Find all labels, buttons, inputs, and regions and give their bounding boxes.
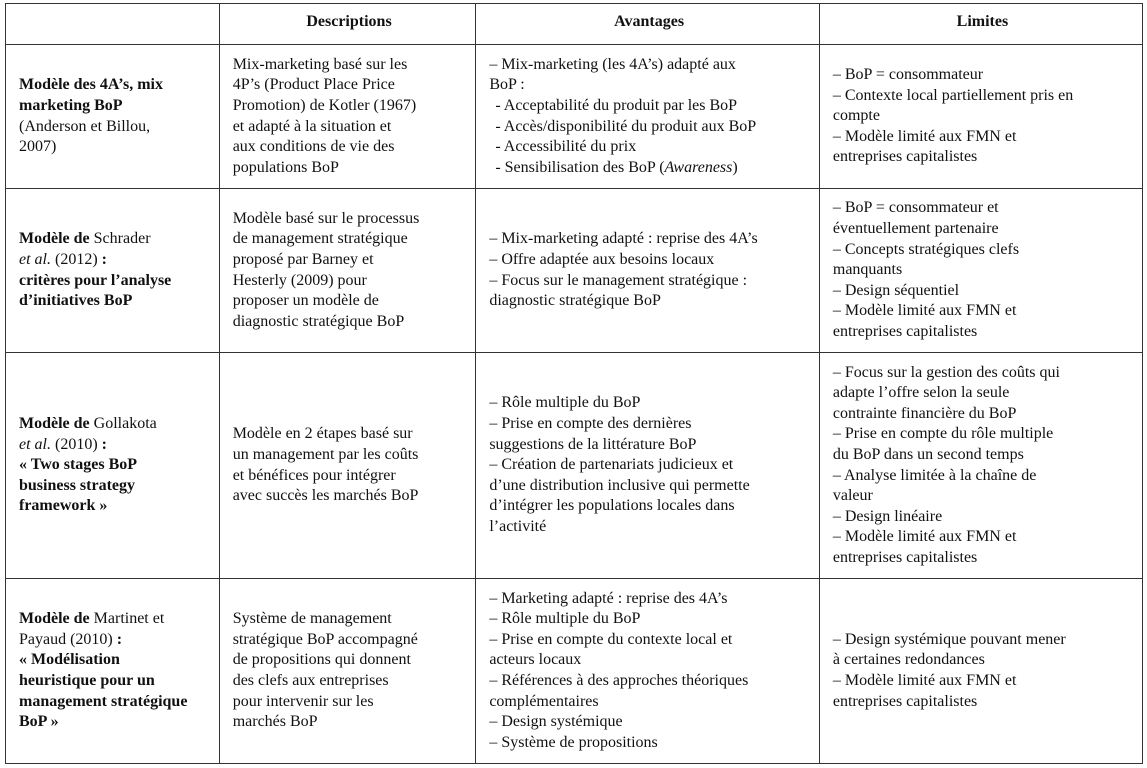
model-line: Modèle de Schrader — [19, 230, 151, 248]
description-line: 4P’s (Product Place Price — [232, 76, 395, 94]
avantage-line: - Acceptabilité du produit par les BoP — [495, 96, 738, 114]
avantage-line: – Prise en compte du contexte local et — [489, 630, 733, 648]
avantages-cell — [476, 189, 820, 353]
limite-line: – Concepts stratégiques clefs — [832, 240, 1020, 258]
avantage-line: – Références à des approches théoriques — [489, 672, 749, 689]
avantage-line: – Offre adaptée aux besoins locaux — [489, 250, 715, 268]
model-cell — [6, 45, 220, 189]
table-row — [6, 579, 1143, 764]
limite-line: – Modèle limité aux FMN et — [832, 528, 1017, 546]
description-line: des clefs aux entreprises — [232, 672, 389, 689]
description-line: stratégique BoP accompagné — [232, 630, 418, 648]
model-line: 2007) — [19, 138, 57, 156]
avantage-line: – Mix-marketing (les 4A’s) adapté aux — [489, 55, 736, 73]
comparison-table — [5, 3, 1143, 764]
model-line: « Two stages BoP — [19, 456, 138, 474]
description-cell — [219, 579, 476, 764]
limite-line: à certaines redondances — [832, 651, 985, 669]
model-cell — [6, 353, 220, 579]
description-line: proposer un modèle de — [232, 292, 379, 310]
avantages-cell — [476, 45, 820, 189]
description-line: aux conditions de vie des — [232, 138, 395, 156]
description-line: Mix-marketing basé sur les — [232, 55, 408, 73]
limite-line: – BoP = consommateur — [832, 66, 984, 84]
description-line: et bénéfices pour intégrer — [232, 466, 396, 484]
limite-line: – Modèle limité aux FMN et — [832, 302, 1017, 320]
description-line: Promotion) de Kotler (1967) — [232, 96, 417, 114]
avantage-line: d’intégrer les populations locales dans — [489, 497, 735, 515]
limite-line: – Modèle limité aux FMN et — [832, 127, 1017, 145]
table-body — [6, 4, 1143, 764]
avantage-line: – Prise en compte des dernières — [489, 415, 692, 433]
limite-line: adapte l’offre selon la seule — [832, 384, 1010, 402]
model-line: (Anderson et Billou, — [19, 117, 151, 135]
limites-cell — [819, 579, 1142, 764]
avantage-line: complémentaires — [489, 692, 599, 710]
model-line: Payaud (2010) : — [19, 630, 123, 648]
limite-line: – Prise en compte du rôle multiple — [832, 425, 1054, 443]
avantage-line: diagnostic stratégique BoP — [489, 292, 661, 310]
limite-line: du BoP dans un second temps — [832, 445, 1024, 463]
avantage-line: acteurs locaux — [489, 651, 582, 669]
description-line: populations BoP — [232, 158, 339, 176]
avantage-line: BoP : — [489, 76, 525, 94]
limite-line: – Modèle limité aux FMN et — [832, 672, 1017, 689]
description-line: un management par les coûts — [232, 445, 419, 463]
description-cell — [219, 189, 476, 353]
avantage-line: – Design systémique — [489, 713, 623, 731]
description-cell — [219, 353, 476, 579]
limites-cell — [819, 45, 1142, 189]
description-cell — [219, 45, 476, 189]
model-line: framework » — [19, 497, 108, 515]
model-line: management stratégique — [19, 692, 188, 710]
avantage-line: - Accès/disponibilité du produit aux BoP — [495, 117, 757, 135]
limite-line: – Design séquentiel — [832, 281, 960, 299]
model-line: marketing BoP — [19, 96, 123, 114]
description-line: Modèle basé sur le processus — [232, 209, 420, 227]
header-label: Avantages — [614, 13, 685, 30]
header-label: Descriptions — [306, 13, 392, 30]
model-line: Modèle de Martinet et — [19, 610, 165, 628]
description-line: Hesterly (2009) pour — [232, 271, 367, 289]
header-label: Limites — [956, 13, 1009, 30]
limite-line: – BoP = consommateur et — [832, 199, 999, 217]
description-line: marchés BoP — [232, 713, 318, 731]
avantage-line: – Marketing adapté : reprise des 4A’s — [489, 589, 728, 607]
header-modele — [6, 4, 220, 45]
description-line: Modèle en 2 étapes basé sur — [232, 425, 413, 443]
limites-cell — [819, 353, 1142, 579]
model-line: et al. (2010) : — [19, 435, 107, 453]
limite-line: entreprises capitalistes — [832, 322, 978, 340]
model-line: « Modélisation — [19, 651, 120, 669]
description-line: pour intervenir sur les — [232, 692, 374, 710]
avantage-line: d’une distribution inclusive qui permette — [489, 476, 750, 494]
model-cell — [6, 579, 220, 764]
avantage-line: - Sensibilisation des BoP (Awareness) — [495, 158, 738, 176]
description-line: diagnostic stratégique BoP — [232, 312, 405, 330]
header-descriptions — [219, 4, 476, 45]
avantage-line: – Mix-marketing adapté : reprise des 4A’s — [489, 230, 758, 248]
description-line: et adapté à la situation et — [232, 117, 392, 135]
limite-line: entreprises capitalistes — [832, 692, 978, 710]
avantage-line: – Rôle multiple du BoP — [489, 394, 641, 412]
description-line: proposé par Barney et — [232, 250, 374, 268]
limite-line: – Analyse limitée à la chaîne de — [832, 466, 1037, 484]
header-row — [6, 4, 1143, 45]
model-line: BoP » — [19, 713, 59, 731]
model-line: Modèle des 4A’s, mix — [19, 76, 163, 94]
limite-line: – Design systémique pouvant mener — [832, 630, 1066, 648]
header-avantages — [476, 4, 820, 45]
avantage-line: suggestions de la littérature BoP — [489, 435, 697, 453]
limite-line: manquants — [832, 261, 903, 279]
limite-line: – Focus sur la gestion des coûts qui — [832, 363, 1060, 381]
model-cell — [6, 189, 220, 353]
avantages-cell — [476, 579, 820, 764]
description-line: de propositions qui donnent — [232, 651, 411, 669]
model-line: heuristique pour un — [19, 672, 155, 689]
description-line: avec succès les marchés BoP — [232, 487, 419, 505]
table-row — [6, 353, 1143, 579]
model-line: Modèle de Gollakota — [19, 415, 157, 433]
model-line: et al. (2012) : — [19, 250, 107, 268]
limite-line: entreprises capitalistes — [832, 548, 978, 566]
model-line: critères pour l’analyse — [19, 271, 172, 289]
header-limites — [819, 4, 1142, 45]
table-row — [6, 189, 1143, 353]
avantage-line: – Focus sur le management stratégique : — [489, 271, 748, 289]
avantages-cell — [476, 353, 820, 579]
avantage-line: - Accessibilité du prix — [495, 138, 637, 156]
model-line: business strategy — [19, 476, 136, 494]
model-line: d’initiatives BoP — [19, 292, 133, 310]
limite-line: entreprises capitalistes — [832, 148, 978, 166]
limite-line: – Design linéaire — [832, 507, 943, 525]
avantage-line: – Rôle multiple du BoP — [489, 610, 641, 628]
limite-line: valeur — [832, 487, 873, 505]
avantage-line: l’activité — [489, 517, 547, 535]
description-line: de management stratégique — [232, 230, 408, 248]
table-row — [6, 45, 1143, 189]
limite-line: compte — [832, 107, 880, 125]
limite-line: contrainte financière du BoP — [832, 404, 1017, 422]
avantage-line: – Création de partenariats judicieux et — [489, 456, 734, 474]
avantage-line: – Système de propositions — [489, 733, 658, 751]
limite-line: éventuellement partenaire — [832, 220, 999, 238]
limites-cell — [819, 189, 1142, 353]
limite-line: – Contexte local partiellement pris en — [832, 86, 1074, 104]
description-line: Système de management — [232, 610, 392, 628]
